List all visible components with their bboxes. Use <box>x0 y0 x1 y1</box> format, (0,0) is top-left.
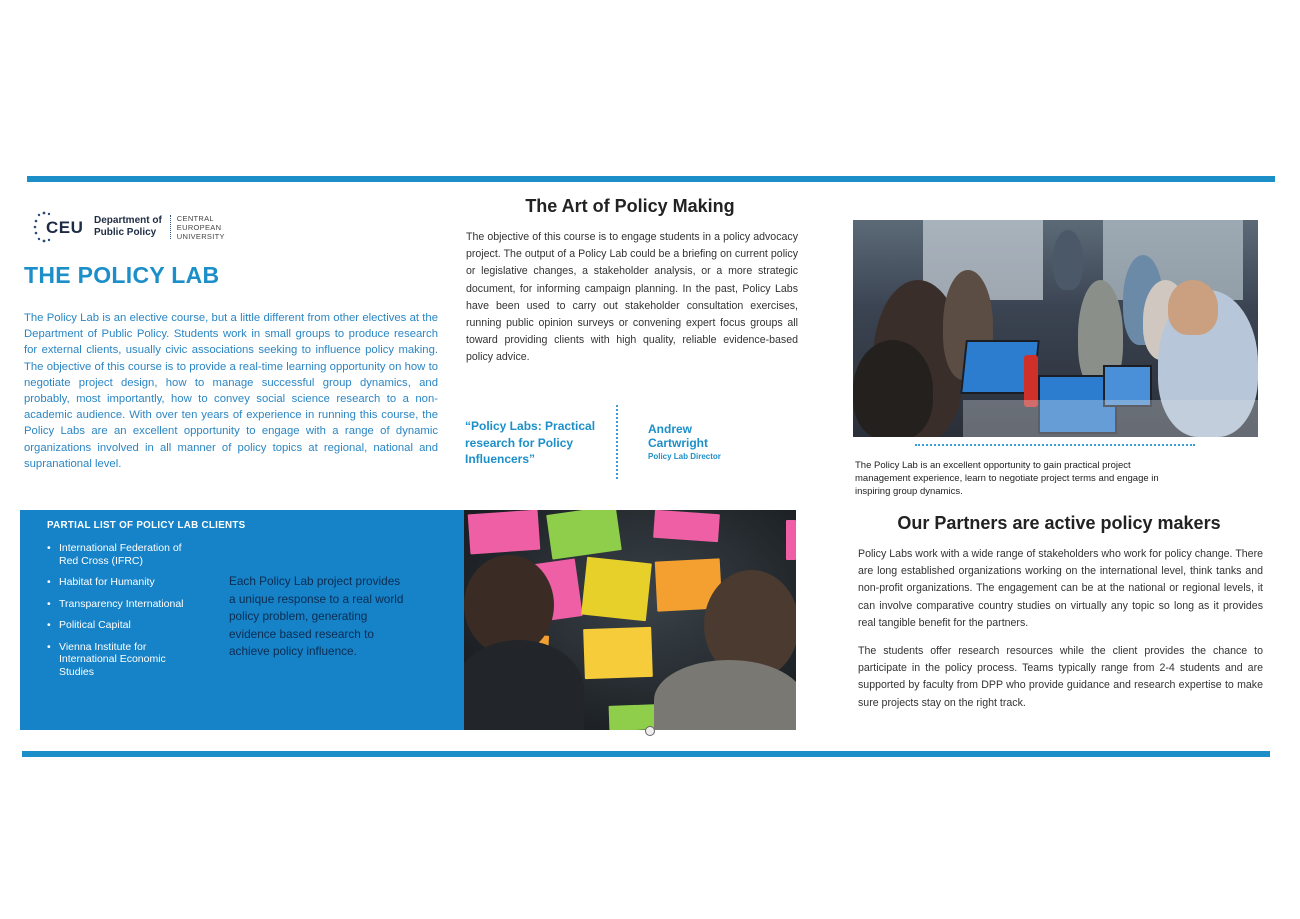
photo-person <box>1053 230 1083 290</box>
photo-person <box>853 340 933 437</box>
sticky-note <box>786 520 796 560</box>
art-of-policy-title: The Art of Policy Making <box>525 196 735 216</box>
client-item: • Vienna Institute for International Economic Studies <box>47 641 197 679</box>
logo-acronym: CEU <box>46 218 84 237</box>
logo-dept-line2: Public Policy <box>94 227 157 238</box>
client-item: • International Federation of Red Cross (IFRC) <box>47 542 197 567</box>
partners-title: Our Partners are active policy makers <box>897 513 1221 533</box>
client-item: • Transparency International <box>47 598 197 611</box>
clients-list <box>47 542 197 687</box>
panel-description: Each Policy Lab project provides a unique response to a real world policy problem, generating evidence based research to achieve policy influence. <box>229 574 404 658</box>
pull-quote: “Policy Labs: Practical research for Policy Influencers” <box>465 419 596 466</box>
sticky-note <box>581 557 652 621</box>
intro-paragraph: The Policy Lab is an elective course, but a little different from other electives at the Department of Public Policy. Students work in small groups to produce research for external clients, usually civic associations seeking to influence policy making. The objective of this course is to provide a real-time learning opportunity on how to negotiate project design, how to manage successful group dynamics, and probably, most importantly, how to convey social science research to a non-academic audience. With over ten years of experience in running this course, the Policy Labs are an excellent opportunity to engage with a range of dynamic organizations involved in all manner of policy topics at regional, national and supranational level. <box>24 312 438 470</box>
logo-univ-line2: EUROPEAN <box>176 222 222 232</box>
partners-body-1: Policy Labs work with a wide range of stakeholders who work for policy change. There are long established organizations working on the international level, think tanks and non-profit organizations. The engagement can be at the national or regional levels, it can involve comparative country studies on virtually any topic so long as it provides real tangible benefit for the partners. <box>858 548 1263 629</box>
author-name: Andrew Cartwright <box>648 422 708 450</box>
photo-caption: The Policy Lab is an excellent opportunity to gain practical project management experience, learn to negotiate project terms and engage in inspiring group dynamics. <box>855 460 1159 497</box>
partners-body-2: The students offer research resources while the client provides the chance to participate in the policy process. Teams typically range from 2-4 students and are supported by faculty from DPP who provide guidance and research expertise to make sure projects stay on the right track. <box>858 645 1263 709</box>
ceu-logo <box>32 207 225 247</box>
caption-divider <box>915 444 1195 446</box>
sticky-notes-photo <box>464 510 796 730</box>
quote-author <box>648 423 738 461</box>
photo-person <box>1168 280 1218 335</box>
top-rule <box>27 176 1275 182</box>
logo-univ-line3: UNIVERSITY <box>176 231 225 241</box>
sticky-note <box>653 510 720 542</box>
clients-heading: PARTIAL LIST OF POLICY LAB CLIENTS <box>47 520 246 531</box>
photo-table <box>963 400 1258 437</box>
ceu-logo-mark <box>32 208 84 246</box>
sticky-note <box>468 510 541 554</box>
author-role: Policy Lab Director <box>648 452 721 461</box>
classroom-photo <box>853 220 1258 437</box>
photo-marker-icon <box>645 726 655 736</box>
art-of-policy-body: The objective of this course is to engage students in a policy advocacy project. The output of a Policy Lab could be a briefing on current policy or legislative changes, a stakeholder analysis, or a more strategic document, for informing campaign planning. In the past, Policy Labs have been used to carry out stakeholder consultation exercises, running public opinion surveys or convening expert focus groups all toward providing clients with high quality, reliable evidence-based policy advice. <box>466 231 798 364</box>
logo-department <box>90 215 171 239</box>
quote-divider <box>616 405 618 479</box>
sticky-note <box>583 627 653 679</box>
bottom-rule <box>22 751 1270 757</box>
client-item: • Political Capital <box>47 619 197 632</box>
logo-dept-line1: Department of <box>94 215 162 226</box>
logo-university <box>177 214 225 241</box>
logo-univ-line1: CENTRAL <box>176 213 214 223</box>
page-title: THE POLICY LAB <box>24 262 220 288</box>
client-item: • Habitat for Humanity <box>47 576 197 589</box>
